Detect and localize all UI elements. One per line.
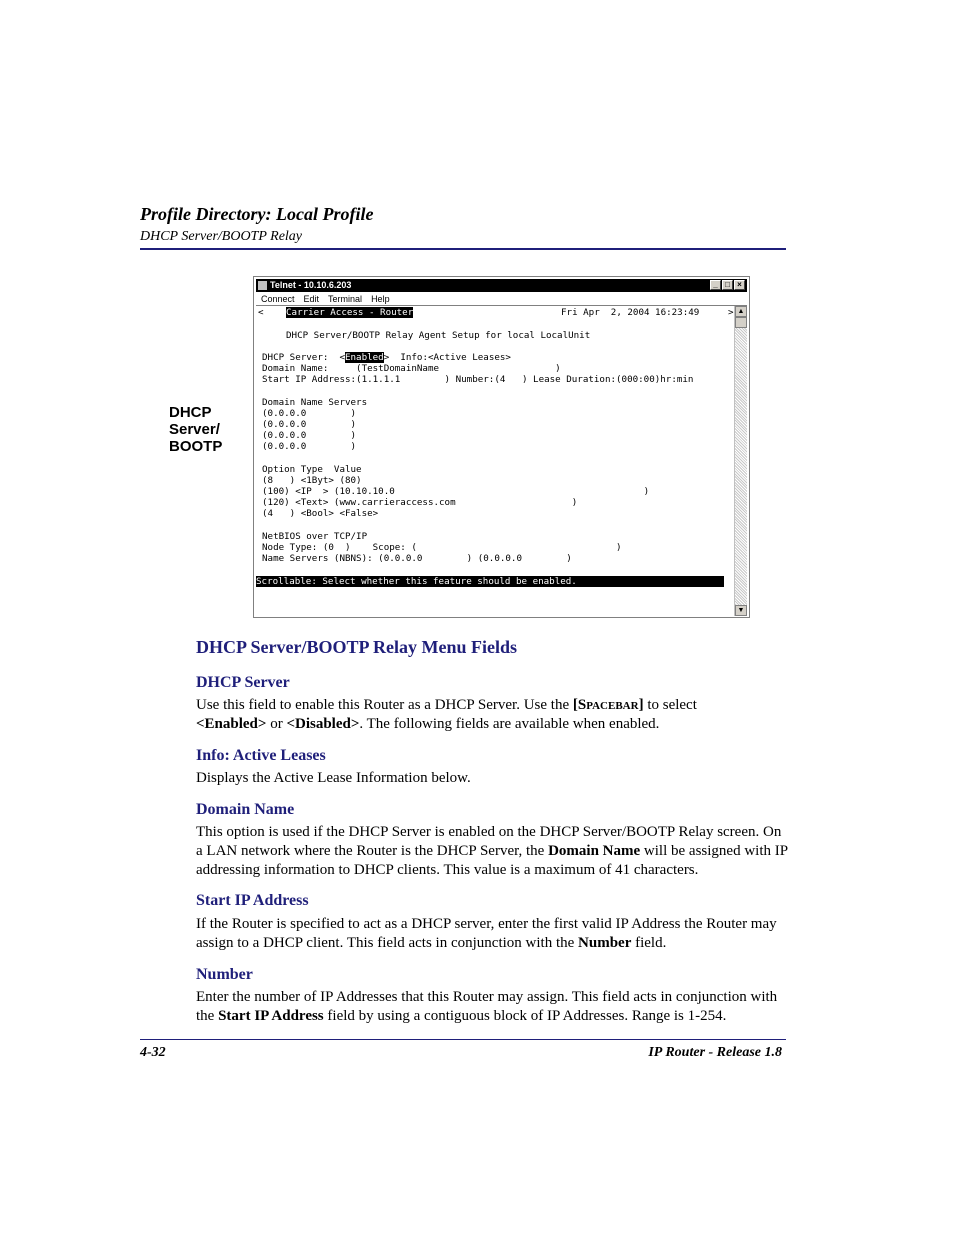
footer-product: IP Router - Release 1.8: [648, 1045, 782, 1060]
telnet-window: [253, 276, 750, 618]
side-label-line: BOOTP: [169, 438, 223, 455]
menu-help[interactable]: Help: [371, 294, 390, 304]
name-servers-row[interactable]: Name Servers (NBNS): (0.0.0.0 ) (0.0.0.0 ): [262, 553, 572, 564]
setup-title: DHCP Server/BOOTP Relay Agent Setup for local LocalUnit: [286, 330, 591, 341]
screen-header-right: Fri Apr 2, 2004 16:23:49: [561, 307, 700, 318]
scroll-down-icon[interactable]: ▼: [735, 605, 747, 616]
maximize-button[interactable]: □: [722, 280, 733, 290]
dns-title: Domain Name Servers: [262, 397, 368, 408]
netbios-title: NetBIOS over TCP/IP: [262, 531, 368, 542]
status-line: Scrollable: Select whether this feature should be enabled.: [256, 576, 724, 587]
page-number: 4-32: [140, 1045, 166, 1060]
nav-right-arrow[interactable]: >: [728, 307, 734, 318]
option-row[interactable]: (100) <IP > (10.10.10.0 ): [262, 486, 650, 497]
info-text: Displays the Active Lease Information below.: [196, 770, 471, 786]
domain-name-heading: Domain Name: [196, 801, 295, 818]
number-text: Enter the number of IP Addresses that this Router may assign. This field acts in conjunction with the Start IP Address field by using a contiguous block of IP Addresses. Range is 1-254.: [196, 989, 778, 1024]
dns-row[interactable]: (0.0.0.0 ): [262, 408, 357, 419]
telnet-menubar: [256, 293, 747, 306]
figure-side-label: [169, 404, 222, 455]
option-row[interactable]: (8 ) <1Byt> (80): [262, 475, 362, 486]
nav-left-arrow[interactable]: <: [258, 307, 264, 318]
dhcp-server-text: Use this field to enable this Router as a DHCP Server. Use the [Spacebar] to select <Enabled> or <Disabled>. The following fields are available when enabled.: [196, 697, 697, 732]
terminal-scrollbar[interactable]: [734, 306, 747, 616]
dns-row[interactable]: (0.0.0.0 ): [262, 430, 357, 441]
footer-rule: [140, 1039, 786, 1040]
dns-row[interactable]: (0.0.0.0 ): [262, 419, 357, 430]
telnet-titlebar: [256, 279, 747, 292]
dns-row[interactable]: (0.0.0.0 ): [262, 441, 357, 452]
dhcp-server-value[interactable]: Enabled: [344, 352, 384, 363]
menu-terminal[interactable]: Terminal: [328, 294, 363, 304]
telnet-app-icon: [258, 281, 267, 290]
header-rule: [140, 248, 786, 250]
dhcp-server-heading: DHCP Server: [196, 674, 290, 691]
domain-name-text: This option is used if the DHCP Server is enabled on the DHCP Server/BOOTP Relay screen. On a LAN network where the Router is the DHCP Server, the Domain Name will be assigned with IP addressing information to DHCP clients. This value is a maximum of 41 characters.: [196, 824, 788, 878]
side-label-line: DHCP: [169, 404, 212, 421]
start-ip-text: If the Router is specified to act as a DHCP server, enter the first valid IP Address the Router may assign to a DHCP client. This field acts in conjunction with the Number field.: [196, 916, 777, 951]
start-ip-row[interactable]: Start IP Address:(1.1.1.1 ) Number:(4 ) Lease Duration:(000:00)hr:min: [262, 374, 694, 385]
dhcp-server-label: DHCP Server: <: [262, 352, 345, 363]
menu-connect[interactable]: Connect: [261, 294, 295, 304]
option-header: Option Type Value: [262, 464, 362, 475]
domain-name-row[interactable]: Domain Name: (TestDomainName ): [262, 363, 561, 374]
terminal-screen[interactable]: [256, 306, 734, 616]
option-row[interactable]: (4 ) <Bool> <False>: [262, 508, 379, 519]
number-heading: Number: [196, 966, 253, 983]
close-button[interactable]: ×: [734, 280, 745, 290]
page-header-subtitle: DHCP Server/BOOTP Relay: [140, 229, 303, 244]
dhcp-server-rest[interactable]: > Info:<Active Leases>: [383, 352, 511, 363]
side-label-line: Server/: [169, 421, 220, 438]
node-type-row[interactable]: Node Type: (0 ) Scope: ( ): [262, 542, 622, 553]
start-ip-heading: Start IP Address: [196, 892, 309, 909]
dhcp-server-row: [262, 352, 511, 363]
screen-header-left: Carrier Access - Router: [286, 307, 414, 318]
minimize-button[interactable]: _: [710, 280, 721, 290]
option-row[interactable]: (120) <Text> (www.carrieraccess.com ): [262, 497, 578, 508]
menu-edit[interactable]: Edit: [303, 294, 320, 304]
telnet-title: Telnet - 10.10.6.203: [270, 280, 352, 290]
scroll-up-icon[interactable]: ▲: [735, 306, 747, 317]
page-header-title: Profile Directory: Local Profile: [140, 204, 374, 224]
info-heading: Info: Active Leases: [196, 747, 326, 764]
scroll-thumb[interactable]: [735, 317, 747, 328]
section-title: DHCP Server/BOOTP Relay Menu Fields: [196, 637, 517, 657]
